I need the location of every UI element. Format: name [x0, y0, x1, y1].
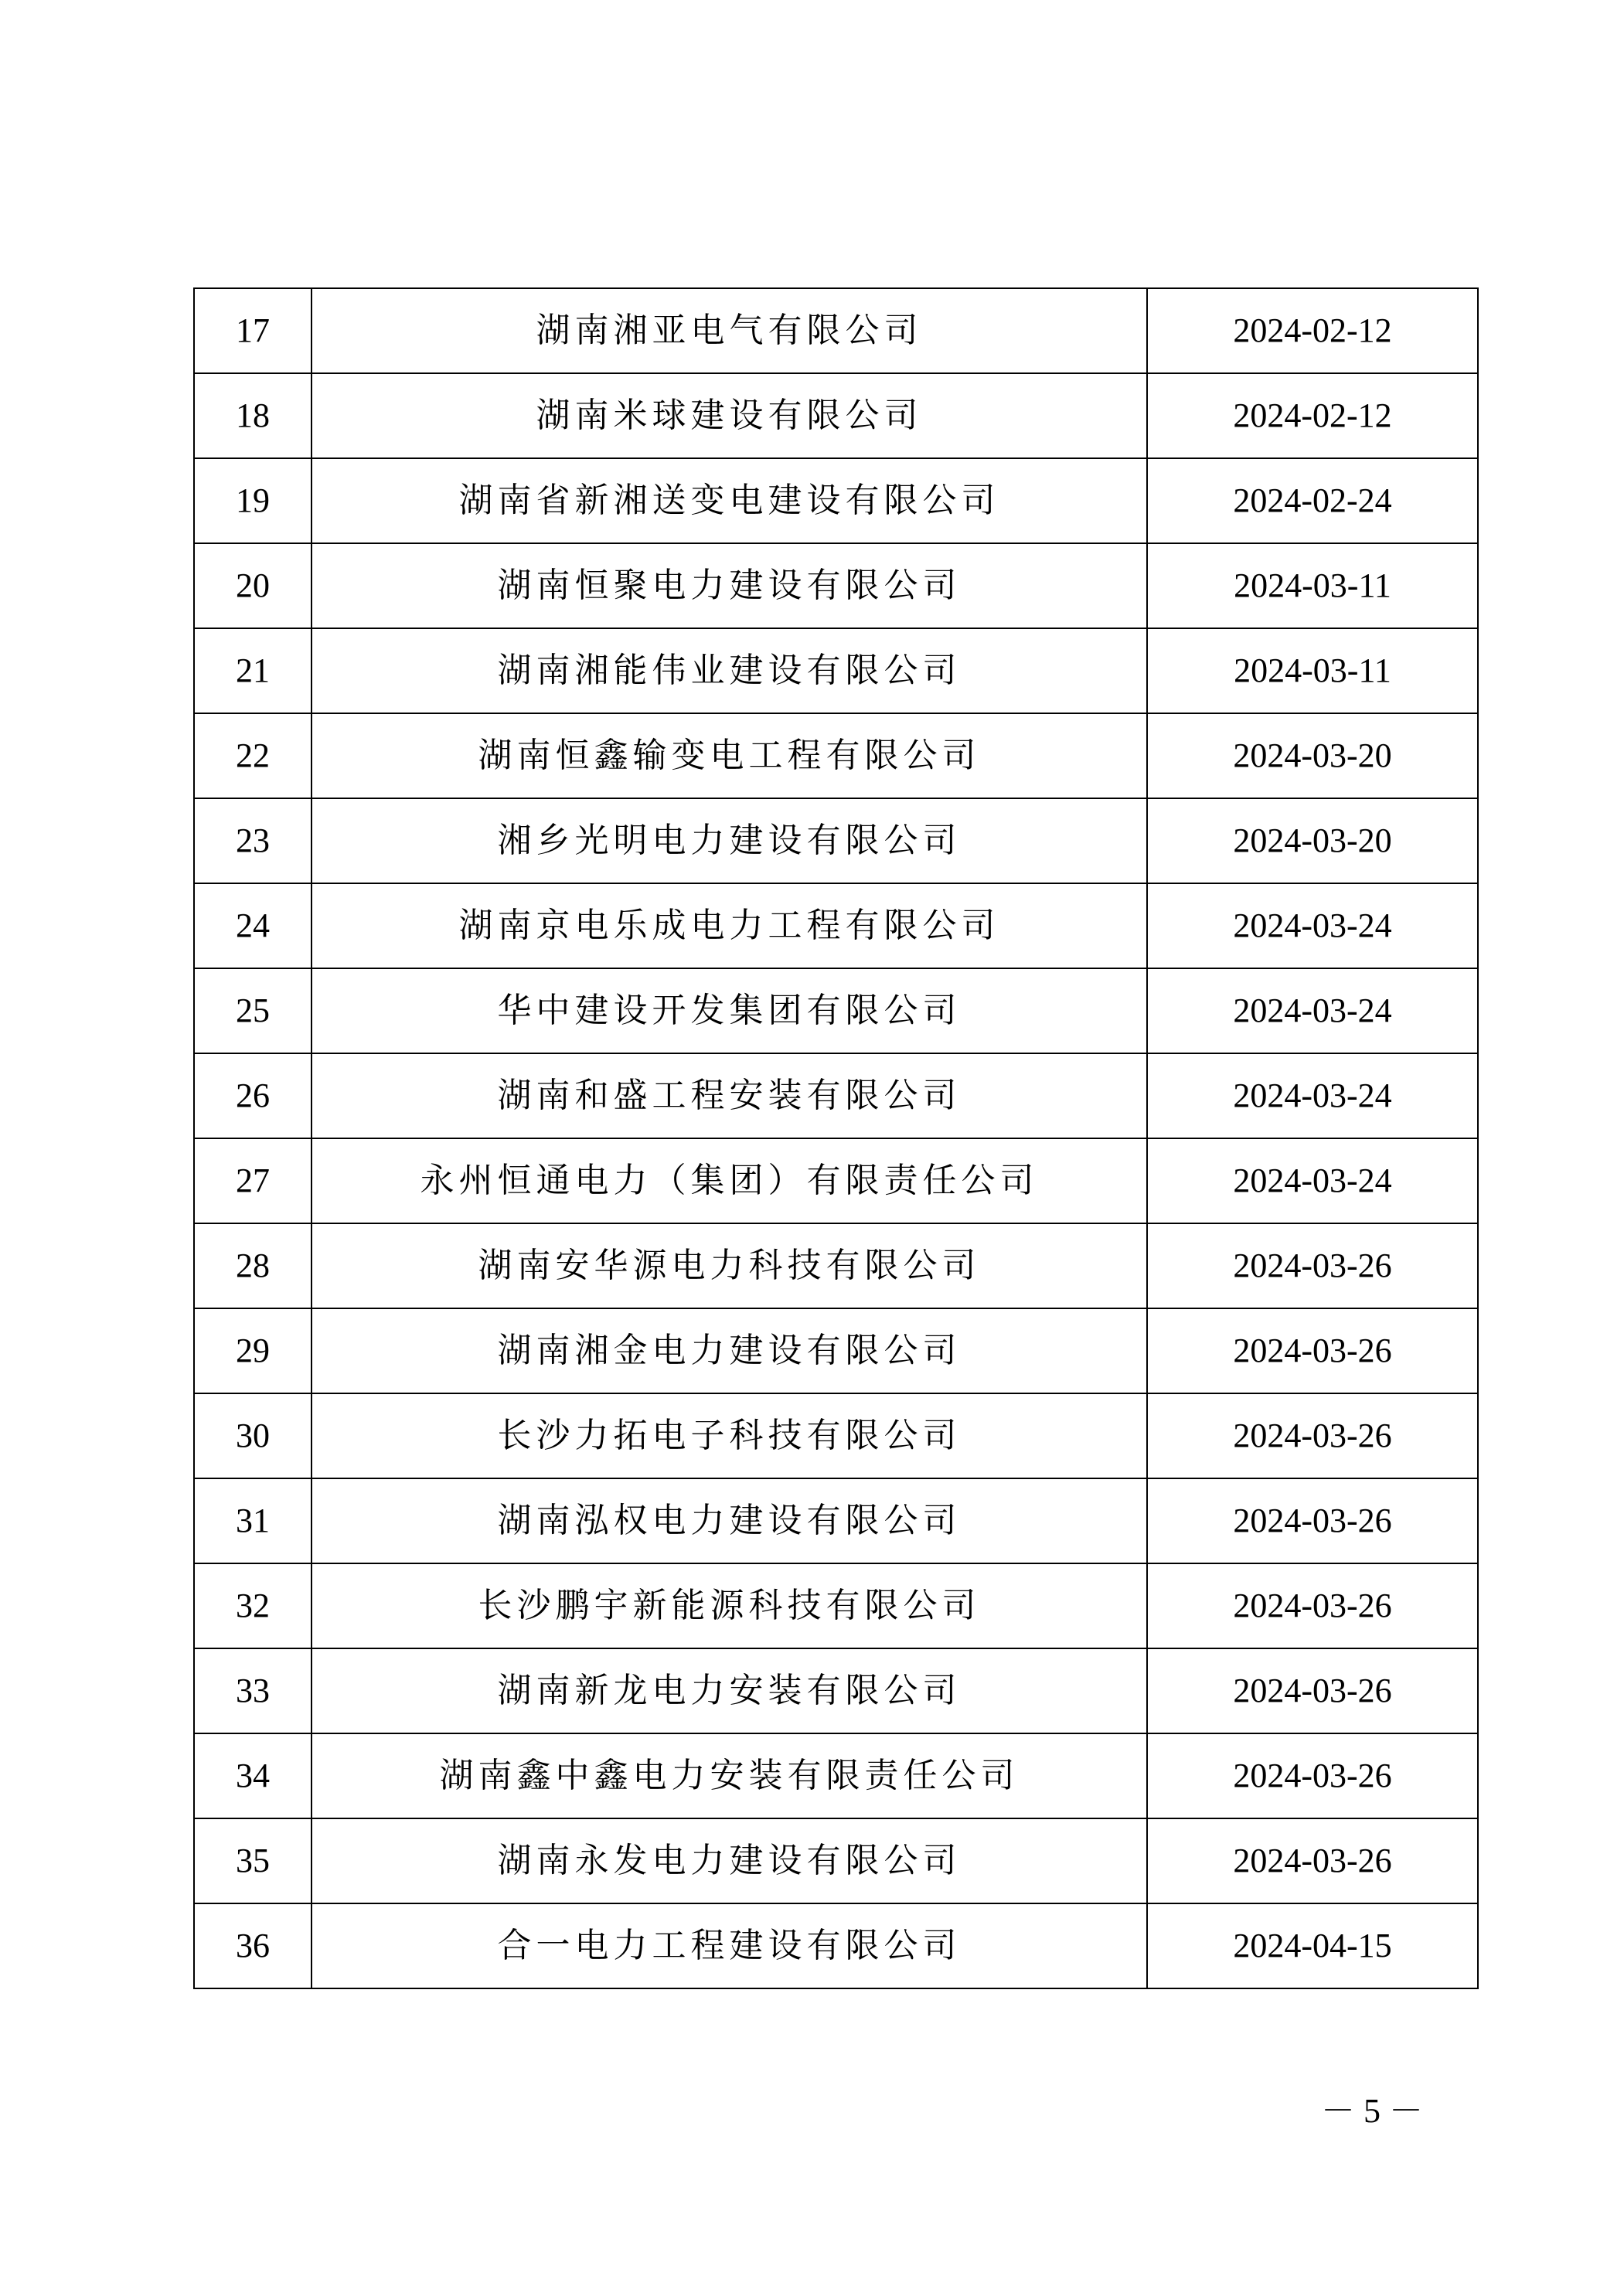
table-row [194, 713, 1478, 798]
row-number: 26 [194, 1053, 312, 1138]
company-name: 湖南省新湘送变电建设有限公司 [312, 458, 1147, 543]
company-name: 湖南新龙电力安装有限公司 [312, 1648, 1147, 1733]
company-name: 湖南和盛工程安装有限公司 [312, 1053, 1147, 1138]
row-number: 33 [194, 1648, 312, 1733]
date-cell: 2024-03-24 [1147, 968, 1478, 1053]
table-row [194, 1563, 1478, 1648]
date-cell: 2024-03-24 [1147, 883, 1478, 968]
table-row [194, 1223, 1478, 1308]
date-cell: 2024-03-24 [1147, 1138, 1478, 1223]
company-name: 湖南湘能伟业建设有限公司 [312, 628, 1147, 713]
row-number: 17 [194, 288, 312, 373]
table-row [194, 1138, 1478, 1223]
row-number: 36 [194, 1903, 312, 1988]
company-name: 湖南京电乐成电力工程有限公司 [312, 883, 1147, 968]
date-cell: 2024-02-12 [1147, 288, 1478, 373]
company-name: 湖南泓权电力建设有限公司 [312, 1478, 1147, 1563]
company-name: 湘乡光明电力建设有限公司 [312, 798, 1147, 883]
table-body [194, 288, 1478, 1988]
date-cell: 2024-03-20 [1147, 713, 1478, 798]
date-cell: 2024-03-26 [1147, 1223, 1478, 1308]
row-number: 25 [194, 968, 312, 1053]
table-row [194, 1053, 1478, 1138]
row-number: 19 [194, 458, 312, 543]
table-row [194, 968, 1478, 1053]
row-number: 22 [194, 713, 312, 798]
date-cell: 2024-02-24 [1147, 458, 1478, 543]
table-row [194, 883, 1478, 968]
table-row [194, 1648, 1478, 1733]
company-name: 华中建设开发集团有限公司 [312, 968, 1147, 1053]
company-name: 永州恒通电力（集团）有限责任公司 [312, 1138, 1147, 1223]
date-cell: 2024-03-26 [1147, 1818, 1478, 1903]
company-name: 湖南鑫中鑫电力安装有限责任公司 [312, 1733, 1147, 1818]
table-row [194, 1308, 1478, 1393]
company-name: 湖南永发电力建设有限公司 [312, 1818, 1147, 1903]
table-row [194, 1733, 1478, 1818]
date-cell: 2024-03-11 [1147, 628, 1478, 713]
table-row [194, 288, 1478, 373]
company-name: 湖南恒鑫输变电工程有限公司 [312, 713, 1147, 798]
row-number: 27 [194, 1138, 312, 1223]
row-number: 24 [194, 883, 312, 968]
company-name: 长沙鹏宇新能源科技有限公司 [312, 1563, 1147, 1648]
table-row [194, 458, 1478, 543]
date-cell: 2024-03-26 [1147, 1393, 1478, 1478]
page-number: － 5 － [1321, 2092, 1423, 2130]
date-cell: 2024-02-12 [1147, 373, 1478, 458]
row-number: 28 [194, 1223, 312, 1308]
company-name: 湖南恒聚电力建设有限公司 [312, 543, 1147, 628]
date-cell: 2024-03-26 [1147, 1648, 1478, 1733]
date-cell: 2024-03-24 [1147, 1053, 1478, 1138]
row-number: 18 [194, 373, 312, 458]
company-name: 湖南米球建设有限公司 [312, 373, 1147, 458]
company-name: 湖南湘金电力建设有限公司 [312, 1308, 1147, 1393]
row-number: 30 [194, 1393, 312, 1478]
table-row [194, 1393, 1478, 1478]
table-row [194, 798, 1478, 883]
row-number: 34 [194, 1733, 312, 1818]
company-name: 长沙力拓电子科技有限公司 [312, 1393, 1147, 1478]
table-row [194, 373, 1478, 458]
row-number: 23 [194, 798, 312, 883]
table-row [194, 1903, 1478, 1988]
row-number: 29 [194, 1308, 312, 1393]
date-cell: 2024-03-11 [1147, 543, 1478, 628]
date-cell: 2024-04-15 [1147, 1903, 1478, 1988]
row-number: 32 [194, 1563, 312, 1648]
table-row [194, 543, 1478, 628]
company-name: 湖南湘亚电气有限公司 [312, 288, 1147, 373]
date-cell: 2024-03-26 [1147, 1733, 1478, 1818]
date-cell: 2024-03-26 [1147, 1563, 1478, 1648]
company-name: 湖南安华源电力科技有限公司 [312, 1223, 1147, 1308]
table-row [194, 1478, 1478, 1563]
date-cell: 2024-03-26 [1147, 1308, 1478, 1393]
table-row [194, 628, 1478, 713]
row-number: 31 [194, 1478, 312, 1563]
row-number: 35 [194, 1818, 312, 1903]
company-list-table [193, 287, 1479, 1989]
company-name: 合一电力工程建设有限公司 [312, 1903, 1147, 1988]
date-cell: 2024-03-20 [1147, 798, 1478, 883]
table-row [194, 1818, 1478, 1903]
date-cell: 2024-03-26 [1147, 1478, 1478, 1563]
row-number: 20 [194, 543, 312, 628]
row-number: 21 [194, 628, 312, 713]
